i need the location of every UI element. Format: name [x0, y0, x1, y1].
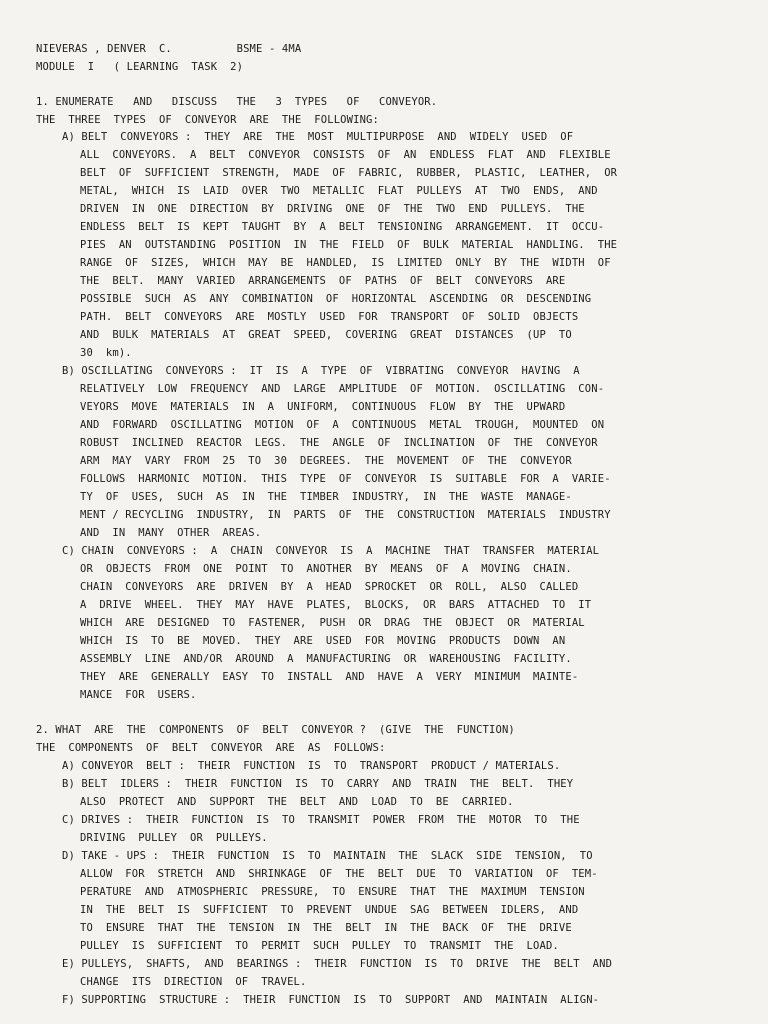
q1-text-line: CHAIN CONVEYORS ARE DRIVEN BY A HEAD SPROCKET OR ROLL, ALSO CALLED — [80, 581, 579, 593]
q1-text-line: ENDLESS BELT IS KEPT TAUGHT BY A BELT TENSIONING ARRANGEMENT. IT OCCU- — [80, 221, 605, 233]
q1-text-line: BELT OF SUFFICIENT STRENGTH, MADE OF FABRIC, RUBBER, PLASTIC, LEATHER, OR — [80, 167, 618, 179]
q2-text-line: ALSO PROTECT AND SUPPORT THE BELT AND LOAD TO BE CARRIED. — [80, 796, 514, 808]
q2-intro: THE COMPONENTS OF BELT CONVEYOR ARE AS FOLLOWS: — [36, 742, 386, 754]
q2-text-line: A) CONVEYOR BELT : THEIR FUNCTION IS TO TRANSPORT PRODUCT / MATERIALS. — [62, 760, 561, 772]
q1-text-line: PATH. BELT CONVEYORS ARE MOSTLY USED FOR TRANSPORT OF SOLID OBJECTS — [80, 311, 579, 323]
q2-question: 2. WHAT ARE THE COMPONENTS OF BELT CONVEYOR ? (GIVE THE FUNCTION) — [36, 724, 515, 736]
q1-intro: THE THREE TYPES OF CONVEYOR ARE THE FOLLOWING: — [36, 114, 379, 126]
q2-text-line: IN THE BELT IS SUFFICIENT TO PREVENT UNDUE SAG BETWEEN IDLERS, AND — [80, 904, 579, 916]
q1-text-line: ARM MAY VARY FROM 25 TO 30 DEGREES. THE MOVEMENT OF THE CONVEYOR — [80, 455, 572, 467]
q1-text-line: A) BELT CONVEYORS : THEY ARE THE MOST MULTIPURPOSE AND WIDELY USED OF — [62, 131, 574, 143]
q2-text-line: C) DRIVES : THEIR FUNCTION IS TO TRANSMIT POWER FROM THE MOTOR TO THE — [62, 814, 580, 826]
q1-text-line: MANCE FOR USERS. — [80, 689, 197, 701]
q1-text-line: TY OF USES, SUCH AS IN THE TIMBER INDUSTRY, IN THE WASTE MANAGE- — [80, 491, 572, 503]
student-name-line: NIEVERAS , DENVER C. BSME - 4MA — [36, 43, 302, 55]
q1-text-line: ALL CONVEYORS. A BELT CONVEYOR CONSISTS OF AN ENDLESS FLAT AND FLEXIBLE — [80, 149, 611, 161]
q1-text-line: FOLLOWS HARMONIC MOTION. THIS TYPE OF CONVEYOR IS SUITABLE FOR A VARIE- — [80, 473, 611, 485]
q1-text-line: THEY ARE GENERALLY EASY TO INSTALL AND HAVE A VERY MINIMUM MAINTE- — [80, 671, 579, 683]
q1-text-line: RELATIVELY LOW FREQUENCY AND LARGE AMPLITUDE OF MOTION. OSCILLATING CON- — [80, 383, 605, 395]
q1-text-line: B) OSCILLATING CONVEYORS : IT IS A TYPE OF VIBRATING CONVEYOR HAVING A — [62, 365, 580, 377]
q1-text-line: POSSIBLE SUCH AS ANY COMBINATION OF HORIZONTAL ASCENDING OR DESCENDING — [80, 293, 592, 305]
q2-text-line: CHANGE ITS DIRECTION OF TRAVEL. — [80, 976, 307, 988]
q1-text-line: MENT / RECYCLING INDUSTRY, IN PARTS OF THE CONSTRUCTION MATERIALS INDUSTRY — [80, 509, 611, 521]
q2-text-line: F) SUPPORTING STRUCTURE : THEIR FUNCTION IS TO SUPPORT AND MAINTAIN ALIGN- — [62, 994, 600, 1006]
q1-text-line: DRIVEN IN ONE DIRECTION BY DRIVING ONE OF THE TWO END PULLEYS. THE — [80, 203, 585, 215]
q1-text-line: AND FORWARD OSCILLATING MOTION OF A CONTINUOUS METAL TROUGH, MOUNTED ON — [80, 419, 605, 431]
q2-text-line: DRIVING PULLEY OR PULLEYS. — [80, 832, 268, 844]
q2-text-line: PULLEY IS SUFFICIENT TO PERMIT SUCH PULLEY TO TRANSMIT THE LOAD. — [80, 940, 559, 952]
q1-text-line: ASSEMBLY LINE AND/OR AROUND A MANUFACTURING OR WAREHOUSING FACILITY. — [80, 653, 572, 665]
q1-text-line: THE BELT. MANY VARIED ARRANGEMENTS OF PATHS OF BELT CONVEYORS ARE — [80, 275, 566, 287]
q1-text-line: WHICH ARE DESIGNED TO FASTENER, PUSH OR DRAG THE OBJECT OR MATERIAL — [80, 617, 585, 629]
q2-text-line: PERATURE AND ATMOSPHERIC PRESSURE, TO ENSURE THAT THE MAXIMUM TENSION — [80, 886, 585, 898]
q1-text-line: RANGE OF SIZES, WHICH MAY BE HANDLED, IS LIMITED ONLY BY THE WIDTH OF — [80, 257, 611, 269]
q1-text-line: VEYORS MOVE MATERIALS IN A UNIFORM, CONTINUOUS FLOW BY THE UPWARD — [80, 401, 566, 413]
q1-text-line: METAL, WHICH IS LAID OVER TWO METALLIC FLAT PULLEYS AT TWO ENDS, AND — [80, 185, 598, 197]
q1-text-line: ROBUST INCLINED REACTOR LEGS. THE ANGLE OF INCLINATION OF THE CONVEYOR — [80, 437, 598, 449]
q2-text-line: TO ENSURE THAT THE TENSION IN THE BELT IN THE BACK OF THE DRIVE — [80, 922, 572, 934]
q1-text-line: AND BULK MATERIALS AT GREAT SPEED, COVERING GREAT DISTANCES (UP TO — [80, 329, 572, 341]
q1-text-line: C) CHAIN CONVEYORS : A CHAIN CONVEYOR IS A MACHINE THAT TRANSFER MATERIAL — [62, 545, 600, 557]
q2-text-line: ALLOW FOR STRETCH AND SHRINKAGE OF THE BELT DUE TO VARIATION OF TEM- — [80, 868, 598, 880]
q1-text-line: WHICH IS TO BE MOVED. THEY ARE USED FOR MOVING PRODUCTS DOWN AN — [80, 635, 566, 647]
module-line: MODULE I ( LEARNING TASK 2) — [36, 61, 244, 73]
q1-text-line: PIES AN OUTSTANDING POSITION IN THE FIELD OF BULK MATERIAL HANDLING. THE — [80, 239, 618, 251]
q2-text-line: D) TAKE - UPS : THEIR FUNCTION IS TO MAINTAIN THE SLACK SIDE TENSION, TO — [62, 850, 593, 862]
q2-text-line: B) BELT IDLERS : THEIR FUNCTION IS TO CARRY AND TRAIN THE BELT. THEY — [62, 778, 574, 790]
q1-text-line: A DRIVE WHEEL. THEY MAY HAVE PLATES, BLOCKS, OR BARS ATTACHED TO IT — [80, 599, 592, 611]
q2-text-line: E) PULLEYS, SHAFTS, AND BEARINGS : THEIR FUNCTION IS TO DRIVE THE BELT AND — [62, 958, 613, 970]
q1-text-line: AND IN MANY OTHER AREAS. — [80, 527, 262, 539]
q1-text-line: OR OBJECTS FROM ONE POINT TO ANOTHER BY MEANS OF A MOVING CHAIN. — [80, 563, 572, 575]
q1-text-line: 30 km). — [80, 347, 132, 359]
q1-question: 1. ENUMERATE AND DISCUSS THE 3 TYPES OF CONVEYOR. — [36, 96, 438, 108]
